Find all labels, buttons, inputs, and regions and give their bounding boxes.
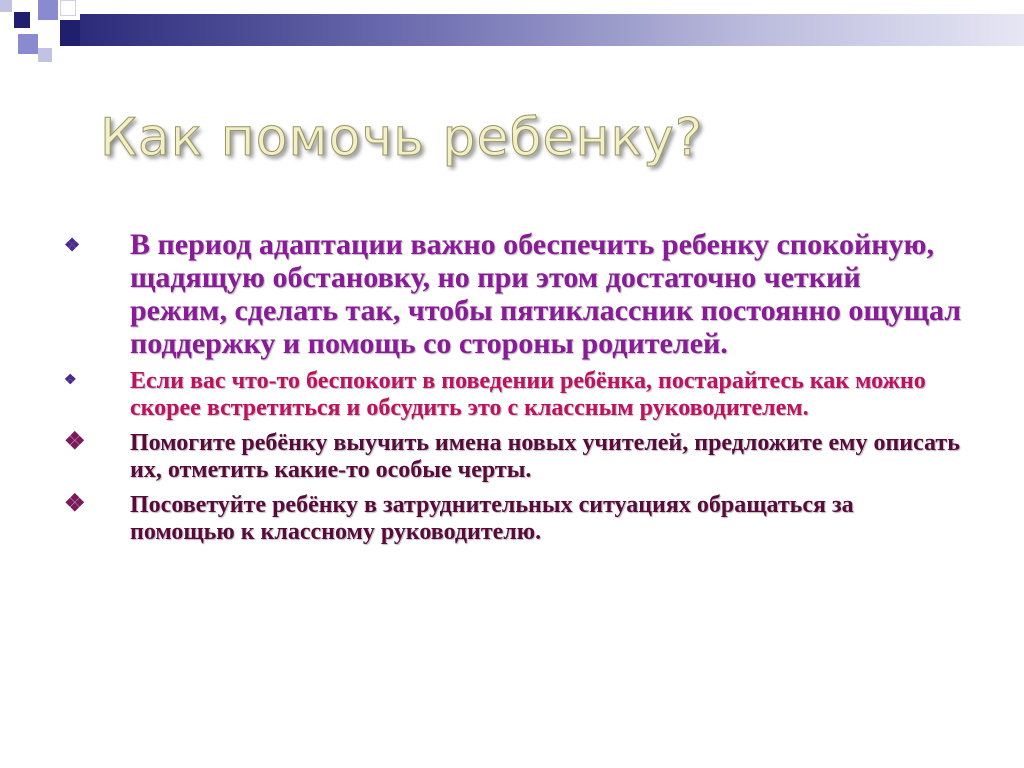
decor-square <box>60 20 80 46</box>
decor-square <box>38 0 58 20</box>
bullet-text: Посоветуйте ребёнку в затруднительных ситуациях обращаться за помощью к классному руководителю. <box>130 492 854 545</box>
diamond-bullet-icon: ❖ <box>64 491 86 517</box>
bullet-item <box>62 430 962 484</box>
decor-square <box>60 0 76 16</box>
bullet-text: Если вас что-то беспокоит в поведении ребёнка, постарайтесь как можно скорее встретиться и обсудить это с классным руководителем. <box>130 368 926 421</box>
bullet-item <box>62 228 962 360</box>
bullet-text: Помогите ребёнку выучить имена новых учителей, предложите ему описать их, отметить какие-то особые черты. <box>130 430 960 483</box>
decor-square <box>0 0 12 12</box>
bullet-list <box>62 228 962 554</box>
header-gradient-bar <box>80 14 1024 46</box>
bullet-item <box>62 368 962 422</box>
bullet-item <box>62 492 962 546</box>
decor-square <box>38 48 52 62</box>
bullet-text: В период адаптации важно обеспечить ребенку спокойную, щадящую обстановку, но при этом достаточно четкий режим, сделать так, чтобы пятиклассник постоянно ощущал поддержку и помощь со стороны родителей. <box>130 228 962 360</box>
decor-square <box>14 12 30 28</box>
diamond-bullet-icon: ❖ <box>64 373 77 388</box>
decor-square <box>18 34 38 54</box>
diamond-bullet-icon: ❖ <box>64 235 81 255</box>
slide-title: Как помочь ребенку? <box>100 108 704 168</box>
diamond-bullet-icon: ❖ <box>64 429 86 455</box>
